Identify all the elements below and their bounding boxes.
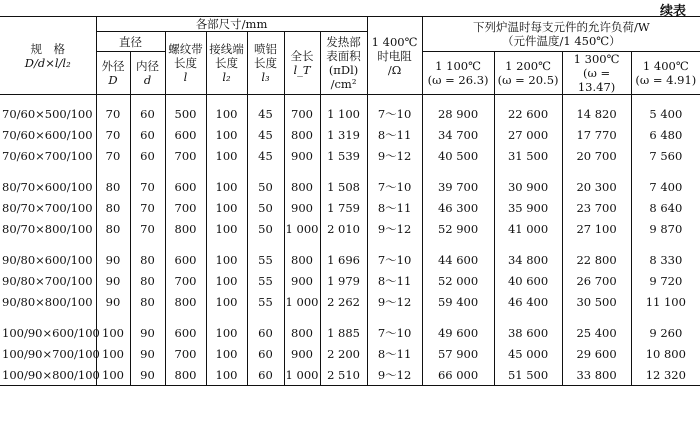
spacer-cell (631, 95, 700, 104)
inner-diameter-cell: 70 (130, 218, 165, 239)
outer-diameter-cell: 80 (96, 218, 130, 239)
terminal-length-cell: 100 (206, 322, 247, 343)
total-length-cell: 800 (284, 176, 320, 197)
spacer-cell (130, 95, 165, 104)
outer-diameter-cell: 80 (96, 197, 130, 218)
outer-diameter-cell: 90 (96, 249, 130, 270)
load-1400-cell: 11 100 (645, 294, 686, 309)
spacer-cell (422, 239, 494, 249)
thread-length-cell: 700 (165, 343, 206, 364)
load-1400-cell: 6 480 (649, 127, 683, 142)
total-length-cell: 1 000 (284, 364, 320, 386)
load-1100-cell: 44 600 (422, 249, 494, 270)
group-spacer (0, 239, 700, 249)
outer-diameter-symbol: D (108, 73, 118, 87)
inner-diameter-cell: 70 (130, 176, 165, 197)
terminal-length-line-2: 长度 (215, 56, 238, 70)
outer-diameter-cell: 70 (96, 124, 130, 145)
resistance-cell: 9～12 (367, 291, 422, 312)
resistance-cell: 8～11 (367, 197, 422, 218)
load-1300-cell: 26 700 (562, 270, 631, 291)
spacer-cell (0, 95, 96, 104)
terminal-length-line-1: 接线端 (209, 42, 244, 56)
inner-diameter-cell: 90 (130, 322, 165, 343)
thread-length-line-2: 长度 (174, 56, 197, 70)
spray-length-cell: 45 (247, 124, 284, 145)
temp-header-1400 (631, 52, 700, 95)
spacer-cell (247, 239, 284, 249)
resistance-cell: 8～11 (367, 124, 422, 145)
spacer-cell (206, 166, 247, 176)
spacer-cell (494, 166, 562, 176)
spacer-cell (631, 239, 700, 249)
spacer-cell (494, 239, 562, 249)
spacer-cell (96, 239, 130, 249)
load-1200-cell: 27 000 (494, 124, 562, 145)
spray-symbol: l₃ (261, 70, 270, 84)
spacer-cell (247, 312, 284, 322)
spacer-cell (320, 312, 367, 322)
load-1300-cell: 17 770 (562, 124, 631, 145)
group-spacer (0, 166, 700, 176)
heat-area-cell: 1 979 (320, 270, 367, 291)
load-1100-cell: 28 900 (422, 103, 494, 124)
load-1400-cell: 8 640 (649, 200, 683, 215)
heat-area-line-4: /cm² (330, 77, 357, 91)
thread-symbol: l (183, 70, 188, 84)
heat-area-header (320, 32, 367, 95)
table-row (0, 124, 700, 145)
load-1400-cell: 7 400 (649, 179, 683, 194)
table-row (0, 322, 700, 343)
inner-diameter-cell: 90 (130, 343, 165, 364)
temp-header-1300 (562, 52, 631, 95)
load-1200-cell: 22 600 (494, 103, 562, 124)
outer-diameter-label: 外径 (101, 59, 125, 73)
resistance-line-1: 1 400℃ (371, 34, 418, 49)
outer-diameter-cell: 80 (96, 176, 130, 197)
load-1100-cell: 46 300 (422, 197, 494, 218)
thread-length-line-1: 螺纹带 (168, 42, 203, 56)
inner-diameter-header (130, 52, 165, 95)
heat-area-cell: 1 759 (320, 197, 367, 218)
outer-diameter-cell: 90 (96, 291, 130, 312)
inner-diameter-cell: 60 (130, 145, 165, 166)
spacer-cell (130, 239, 165, 249)
spacer-cell (562, 95, 631, 104)
total-length-label: 全长 (290, 49, 314, 63)
continued-label: 续表 (659, 4, 686, 19)
load-1400-cell: 9 870 (649, 221, 683, 236)
spacer-cell (494, 312, 562, 322)
table-row (0, 270, 700, 291)
element-spec-table (0, 16, 700, 386)
table-row (0, 218, 700, 239)
total-length-cell: 1 000 (284, 291, 320, 312)
heat-area-line-2: 表面积 (326, 49, 361, 63)
load-1200-cell: 34 800 (494, 249, 562, 270)
load-1300-cell: 20 300 (562, 176, 631, 197)
temp-label: 1 400℃ (642, 59, 689, 73)
model-cell: 80/70×600/100 (0, 176, 96, 197)
terminal-length-cell: 100 (206, 145, 247, 166)
table-row (0, 145, 700, 166)
temp-omega: (ω = 20.5) (497, 73, 559, 87)
spacer-cell (320, 95, 367, 104)
load-1100-cell: 57 900 (422, 343, 494, 364)
spacer-cell (96, 166, 130, 176)
inner-diameter-symbol: d (143, 73, 152, 87)
heat-area-cell: 1 508 (320, 176, 367, 197)
dims-group-header: 各部尺寸/mm (96, 17, 367, 32)
total-length-cell: 900 (284, 145, 320, 166)
spacer-cell (96, 95, 130, 104)
model-cell: 90/80×800/100 (0, 291, 96, 312)
heat-area-cell: 1 100 (320, 103, 367, 124)
model-cell: 70/60×600/100 (0, 124, 96, 145)
thread-length-cell: 700 (165, 197, 206, 218)
resistance-cell: 8～11 (367, 343, 422, 364)
spec-header (0, 17, 96, 95)
thread-length-cell: 700 (165, 145, 206, 166)
load-1200-cell: 31 500 (494, 145, 562, 166)
thread-length-cell: 800 (165, 364, 206, 386)
spacer-cell (96, 312, 130, 322)
spacer-cell (206, 95, 247, 104)
load-1100-cell: 66 000 (422, 364, 494, 386)
load-1300-cell: 22 800 (562, 249, 631, 270)
load-1300-cell: 29 600 (562, 343, 631, 364)
resistance-cell: 7～10 (367, 322, 422, 343)
heat-area-cell: 2 010 (320, 218, 367, 239)
heat-area-cell: 2 262 (320, 291, 367, 312)
temp-header-1100 (422, 52, 494, 95)
load-1200-cell: 38 600 (494, 322, 562, 343)
table-row (0, 103, 700, 124)
resistance-line-3: /Ω (387, 62, 402, 77)
load-1200-cell: 41 000 (494, 218, 562, 239)
thread-length-cell: 500 (165, 103, 206, 124)
spacer-cell (165, 95, 206, 104)
terminal-length-cell: 100 (206, 343, 247, 364)
spray-length-cell: 50 (247, 197, 284, 218)
load-1300-cell: 30 500 (562, 291, 631, 312)
thread-length-cell: 600 (165, 249, 206, 270)
spacer-cell (284, 95, 320, 104)
model-cell: 100/90×700/100 (0, 343, 96, 364)
heat-area-cell: 1 696 (320, 249, 367, 270)
model-cell: 90/80×700/100 (0, 270, 96, 291)
load-1100-cell: 40 500 (422, 145, 494, 166)
heat-area-line-1: 发热部 (326, 35, 361, 49)
terminal-length-cell: 100 (206, 218, 247, 239)
thread-length-cell: 700 (165, 270, 206, 291)
resistance-cell: 7～10 (367, 176, 422, 197)
spacer-cell (320, 239, 367, 249)
heat-area-line-3: (πDl) (328, 63, 359, 77)
inner-diameter-cell: 60 (130, 103, 165, 124)
spacer-cell (247, 95, 284, 104)
total-length-cell: 800 (284, 249, 320, 270)
thread-length-cell: 800 (165, 218, 206, 239)
temp-label: 1 300℃ (573, 52, 620, 66)
spray-length-cell: 45 (247, 103, 284, 124)
load-1200-cell: 35 900 (494, 197, 562, 218)
total-length-header (284, 32, 320, 95)
outer-diameter-cell: 70 (96, 103, 130, 124)
model-cell: 100/90×600/100 (0, 322, 96, 343)
load-1400-cell: 10 800 (645, 346, 686, 361)
load-1300-cell: 27 100 (562, 218, 631, 239)
spray-length-cell: 55 (247, 270, 284, 291)
load-1300-cell: 25 400 (562, 322, 631, 343)
temp-label: 1 100℃ (435, 59, 481, 73)
total-length-cell: 900 (284, 270, 320, 291)
table-row (0, 343, 700, 364)
spacer-cell (130, 312, 165, 322)
load-1400-cell: 7 560 (649, 148, 683, 163)
load-group-line-1: 下列炉温时每支元件的允许负荷/W (472, 20, 650, 34)
load-1400-cell: 9 260 (649, 325, 683, 340)
inner-diameter-cell: 80 (130, 291, 165, 312)
outer-diameter-cell: 100 (96, 322, 130, 343)
load-1300-cell: 23 700 (562, 197, 631, 218)
spacer-cell (422, 312, 494, 322)
spacer-cell (284, 166, 320, 176)
temp-omega: (ω = 4.91) (635, 73, 697, 87)
total-length-cell: 700 (284, 103, 320, 124)
thread-length-cell: 800 (165, 291, 206, 312)
model-cell: 80/70×700/100 (0, 197, 96, 218)
load-group-line-2: （元件温度/1 450℃） (501, 34, 621, 48)
spacer-cell (367, 239, 422, 249)
spray-length-cell: 50 (247, 176, 284, 197)
heat-area-cell: 1 539 (320, 145, 367, 166)
load-1300-cell: 20 700 (562, 145, 631, 166)
terminal-symbol: l₂ (222, 70, 231, 84)
total-length-cell: 900 (284, 343, 320, 364)
spec-formula: D/d×l/l₂ (24, 55, 71, 70)
terminal-length-cell: 100 (206, 364, 247, 386)
resistance-cell: 9～12 (367, 364, 422, 386)
terminal-length-cell: 100 (206, 270, 247, 291)
table-row (0, 291, 700, 312)
load-1100-cell: 52 000 (422, 270, 494, 291)
load-1200-cell: 45 000 (494, 343, 562, 364)
load-1300-cell: 14 820 (562, 103, 631, 124)
heat-area-cell: 2 200 (320, 343, 367, 364)
terminal-length-cell: 100 (206, 103, 247, 124)
spacer-cell (562, 312, 631, 322)
spray-length-cell: 45 (247, 145, 284, 166)
group-spacer (0, 312, 700, 322)
spacer-cell (165, 166, 206, 176)
spray-length-cell: 50 (247, 218, 284, 239)
spacer-cell (130, 166, 165, 176)
load-1200-cell: 30 900 (494, 176, 562, 197)
spacer-cell (284, 312, 320, 322)
outer-diameter-cell: 70 (96, 145, 130, 166)
terminal-length-cell: 100 (206, 249, 247, 270)
total-length-cell: 800 (284, 322, 320, 343)
temp-label: 1 200℃ (505, 59, 551, 73)
model-cell: 90/80×600/100 (0, 249, 96, 270)
spacer-cell (494, 95, 562, 104)
outer-diameter-cell: 100 (96, 364, 130, 386)
inner-diameter-cell: 80 (130, 249, 165, 270)
temp-header-1200 (494, 52, 562, 95)
spacer-cell (284, 239, 320, 249)
resistance-line-2: 时电阻 (377, 48, 412, 63)
spacer-cell (247, 166, 284, 176)
spacer-cell (165, 239, 206, 249)
resistance-cell: 8～11 (367, 270, 422, 291)
spacer-cell (562, 239, 631, 249)
spray-length-cell: 55 (247, 249, 284, 270)
inner-diameter-label: 内径 (136, 59, 159, 73)
temp-omega: (ω = 26.3) (427, 73, 489, 87)
load-1400-cell: 8 330 (649, 252, 683, 267)
spray-length-cell: 60 (247, 343, 284, 364)
spacer-cell (367, 95, 422, 104)
spec-title: 规 格 (30, 41, 65, 56)
load-1100-cell: 52 900 (422, 218, 494, 239)
spacer-cell (562, 166, 631, 176)
thread-length-cell: 600 (165, 124, 206, 145)
model-cell: 100/90×800/100 (0, 364, 96, 386)
inner-diameter-cell: 80 (130, 270, 165, 291)
spacer-cell (0, 239, 96, 249)
model-cell: 70/60×700/100 (0, 145, 96, 166)
load-1100-cell: 49 600 (422, 322, 494, 343)
outer-diameter-cell: 100 (96, 343, 130, 364)
load-1100-cell: 34 700 (422, 124, 494, 145)
temp-omega: (ω = 13.47) (577, 66, 616, 94)
table-body (0, 95, 700, 386)
spray-length-line-1: 喷铝 (254, 42, 277, 56)
heat-area-cell: 1 319 (320, 124, 367, 145)
load-1100-cell: 59 400 (422, 291, 494, 312)
spacer-cell (422, 166, 494, 176)
inner-diameter-cell: 60 (130, 124, 165, 145)
resistance-cell: 7～10 (367, 103, 422, 124)
terminal-length-header (206, 32, 247, 95)
spray-length-cell: 60 (247, 322, 284, 343)
heat-area-cell: 1 885 (320, 322, 367, 343)
resistance-header (367, 17, 422, 95)
spacer-cell (367, 312, 422, 322)
load-1300-cell: 33 800 (562, 364, 631, 386)
total-length-cell: 1 000 (284, 218, 320, 239)
spacer-cell (206, 239, 247, 249)
spacer-cell (631, 312, 700, 322)
table-row (0, 364, 700, 386)
model-cell: 70/60×500/100 (0, 103, 96, 124)
resistance-cell: 7～10 (367, 249, 422, 270)
terminal-length-cell: 100 (206, 176, 247, 197)
spacer-cell (422, 95, 494, 104)
terminal-length-cell: 100 (206, 124, 247, 145)
thread-length-header (165, 32, 206, 95)
resistance-cell: 9～12 (367, 145, 422, 166)
thread-length-cell: 600 (165, 322, 206, 343)
spray-length-header (247, 32, 284, 95)
spray-length-line-2: 长度 (254, 56, 277, 70)
inner-diameter-cell: 70 (130, 197, 165, 218)
spacer-cell (0, 312, 96, 322)
spacer-cell (320, 166, 367, 176)
terminal-length-cell: 100 (206, 291, 247, 312)
table-row (0, 176, 700, 197)
load-1200-cell: 46 400 (494, 291, 562, 312)
spacer-cell (631, 166, 700, 176)
load-1400-cell: 5 400 (649, 106, 683, 121)
table-row (0, 249, 700, 270)
outer-diameter-cell: 90 (96, 270, 130, 291)
load-1200-cell: 40 600 (494, 270, 562, 291)
spacer-cell (165, 312, 206, 322)
terminal-length-cell: 100 (206, 197, 247, 218)
load-1200-cell: 51 500 (494, 364, 562, 386)
total-length-cell: 800 (284, 124, 320, 145)
group-spacer (0, 95, 700, 104)
load-group-header (422, 17, 700, 52)
outer-diameter-header (96, 52, 130, 95)
diameter-group-header: 直径 (96, 32, 165, 52)
total-symbol: l_T (293, 63, 311, 77)
load-1100-cell: 39 700 (422, 176, 494, 197)
load-1400-cell: 12 320 (631, 364, 700, 386)
table-row (0, 197, 700, 218)
total-length-cell: 900 (284, 197, 320, 218)
spacer-cell (206, 312, 247, 322)
spacer-cell (0, 166, 96, 176)
resistance-cell: 9～12 (367, 218, 422, 239)
thread-length-cell: 600 (165, 176, 206, 197)
model-cell: 80/70×800/100 (0, 218, 96, 239)
spray-length-cell: 60 (247, 364, 284, 386)
load-1400-cell: 9 720 (649, 273, 683, 288)
spacer-cell (367, 166, 422, 176)
heat-area-cell: 2 510 (320, 364, 367, 386)
spray-length-cell: 55 (247, 291, 284, 312)
inner-diameter-cell: 90 (130, 364, 165, 386)
